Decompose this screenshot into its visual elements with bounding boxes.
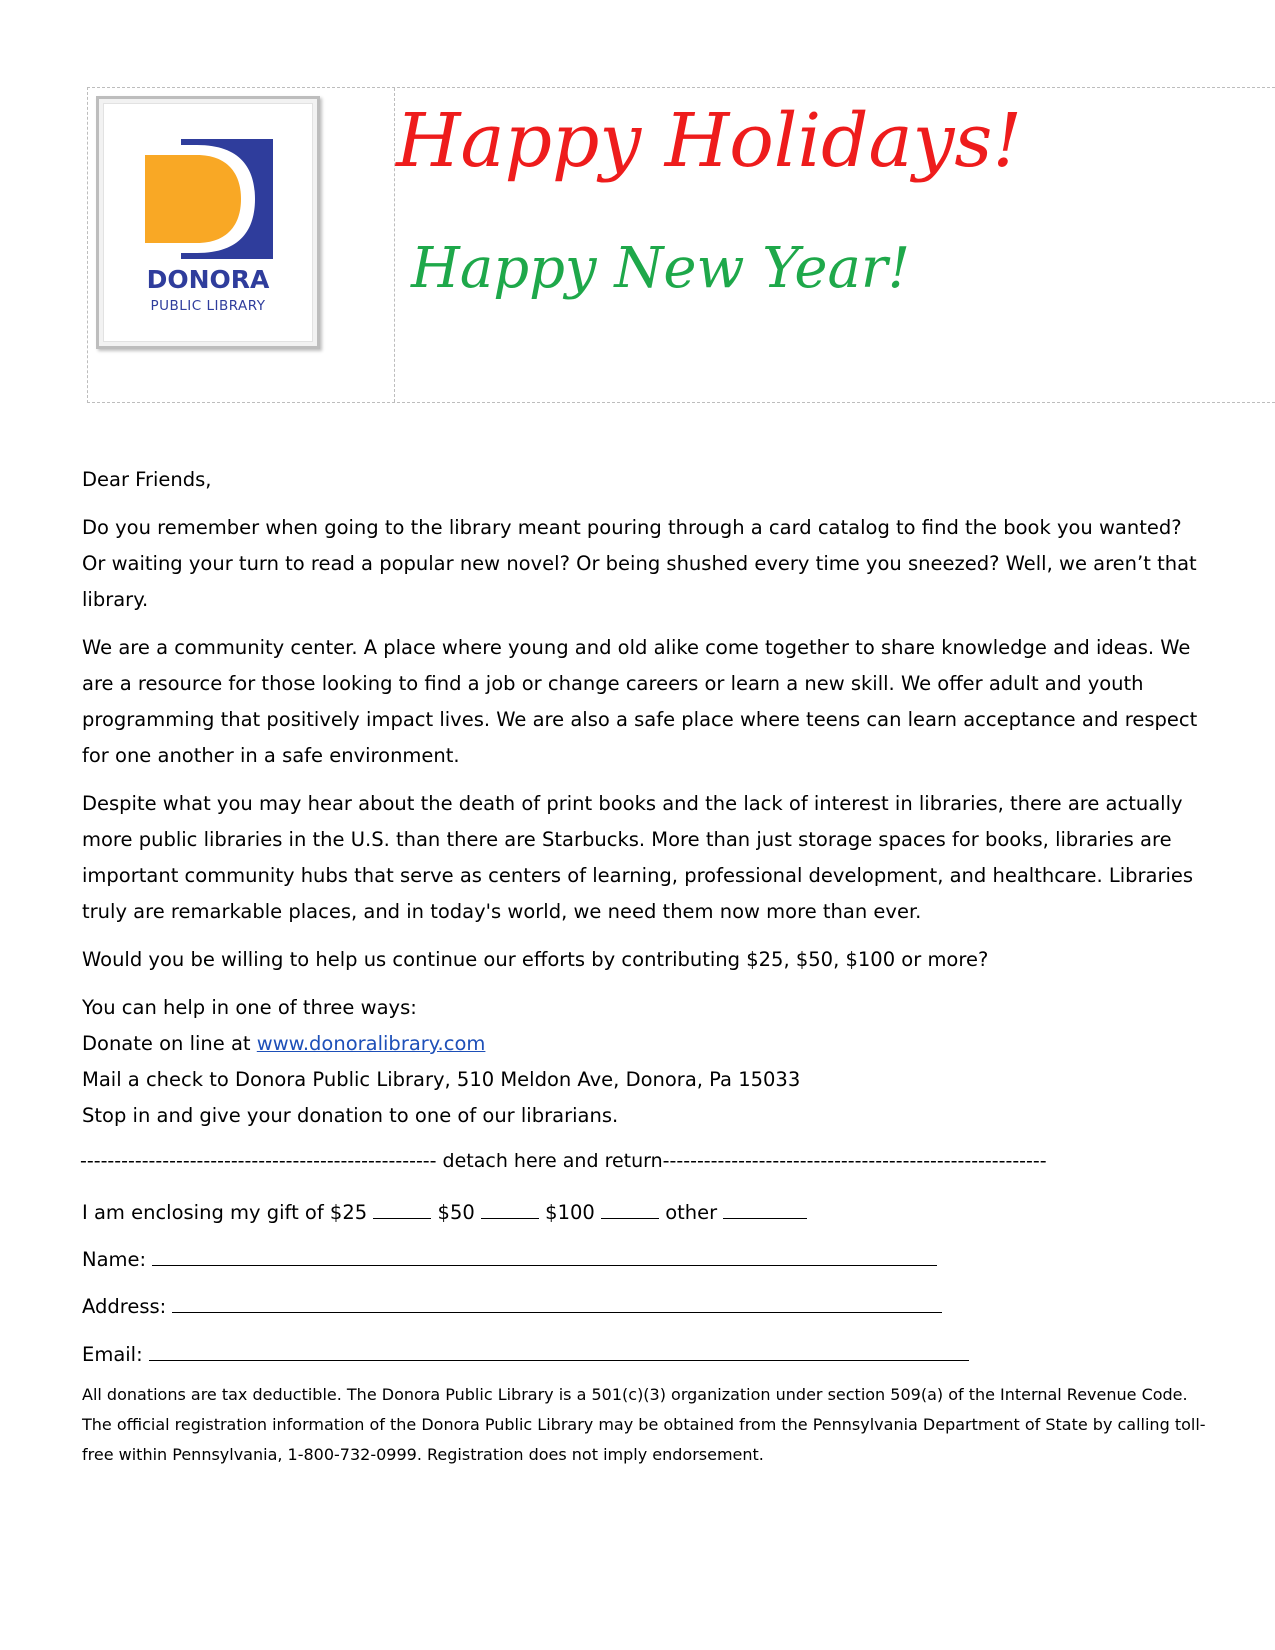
library-logo <box>96 96 320 349</box>
address-label: Address: <box>82 1295 173 1318</box>
name-label: Name: <box>82 1248 153 1271</box>
name-field[interactable] <box>152 1245 937 1266</box>
gift-prefix: I am enclosing my gift of $25 <box>82 1201 374 1224</box>
way-donate-prefix: Donate on line at <box>82 1032 257 1055</box>
gift-25-blank[interactable] <box>373 1198 431 1219</box>
logo-subtitle: PUBLIC LIBRARY <box>150 298 266 314</box>
gift-50-label: $50 <box>431 1201 481 1224</box>
website-link[interactable]: www.donoralibrary.com <box>256 1032 486 1055</box>
gift-other-blank[interactable] <box>723 1198 807 1219</box>
paragraph-4: Would you be willing to help us continue our efforts by contributing $25, $50, $100 or more? <box>82 948 989 971</box>
detach-dashes-left: ---------------------------------------------------- <box>80 1150 437 1172</box>
salutation: Dear Friends, <box>82 468 212 491</box>
logo-name: DONORA <box>146 265 270 294</box>
address-field[interactable] <box>172 1292 942 1313</box>
gift-amount-line <box>82 1198 807 1224</box>
gift-other-label: other <box>659 1201 724 1224</box>
ways-intro: You can help in one of three ways: <box>82 996 417 1019</box>
way-stop-in: Stop in and give your donation to one of our librarians. <box>82 1104 619 1127</box>
happy-new-year-heading: Happy New Year! <box>411 236 911 301</box>
detach-line <box>80 1150 1230 1172</box>
email-field[interactable] <box>149 1340 969 1361</box>
detach-dashes-right: -------------------------------------------------------- <box>662 1150 1047 1172</box>
letter-body <box>82 462 1202 1134</box>
gift-50-blank[interactable] <box>481 1198 539 1219</box>
way-donate-online <box>82 1026 1202 1062</box>
paragraph-3: Despite what you may hear about the death of print books and the lack of interest in libraries, there are actually more public libraries in the U.S. than there are Starbucks. More than just storage spaces for books, libraries are important community hubs that serve as centers of learning, professional development, and healthcare. Libraries truly are remarkable places, and in today's world, we need them now more than ever. <box>82 792 1194 923</box>
email-label: Email: <box>82 1343 149 1366</box>
address-line <box>82 1292 942 1318</box>
gift-100-label: $100 <box>538 1201 601 1224</box>
happy-holidays-heading: Happy Holidays! <box>396 98 1023 184</box>
tax-disclaimer: All donations are tax deductible. The Donora Public Library is a 501(c)(3) organization under section 509(a) of the Internal Revenue Code. The official registration information of the Donora Public Library may be obtained from the Pennsylvania Department of State by calling toll-free within Pennsylvania, 1-800-732-0999. Registration does not imply endorsement. <box>82 1385 1206 1464</box>
gift-100-blank[interactable] <box>601 1198 659 1219</box>
ways-list <box>82 990 1202 1134</box>
letterhead <box>87 87 1275 403</box>
letterhead-divider <box>394 88 395 402</box>
paragraph-2: We are a community center. A place where young and old alike come together to share knowledge and ideas. We are a resource for those looking to find a job or change careers or learn a new skill. We offer adult and youth programming that positively impact lives. We are also a safe place where teens can learn acceptance and respect for one another in a safe environment. <box>82 636 1198 767</box>
logo-d-icon <box>145 139 273 259</box>
detach-label: detach here and return <box>436 1150 663 1172</box>
way-mail-check: Mail a check to Donora Public Library, 510 Meldon Ave, Donora, Pa 15033 <box>82 1068 801 1091</box>
email-line <box>82 1340 969 1366</box>
paragraph-1: Do you remember when going to the library meant pouring through a card catalog to find the book you wanted? Or waiting your turn to read a popular new novel? Or being shushed every time you sneezed? Well, we aren’t that library. <box>82 516 1197 611</box>
name-line <box>82 1245 937 1271</box>
